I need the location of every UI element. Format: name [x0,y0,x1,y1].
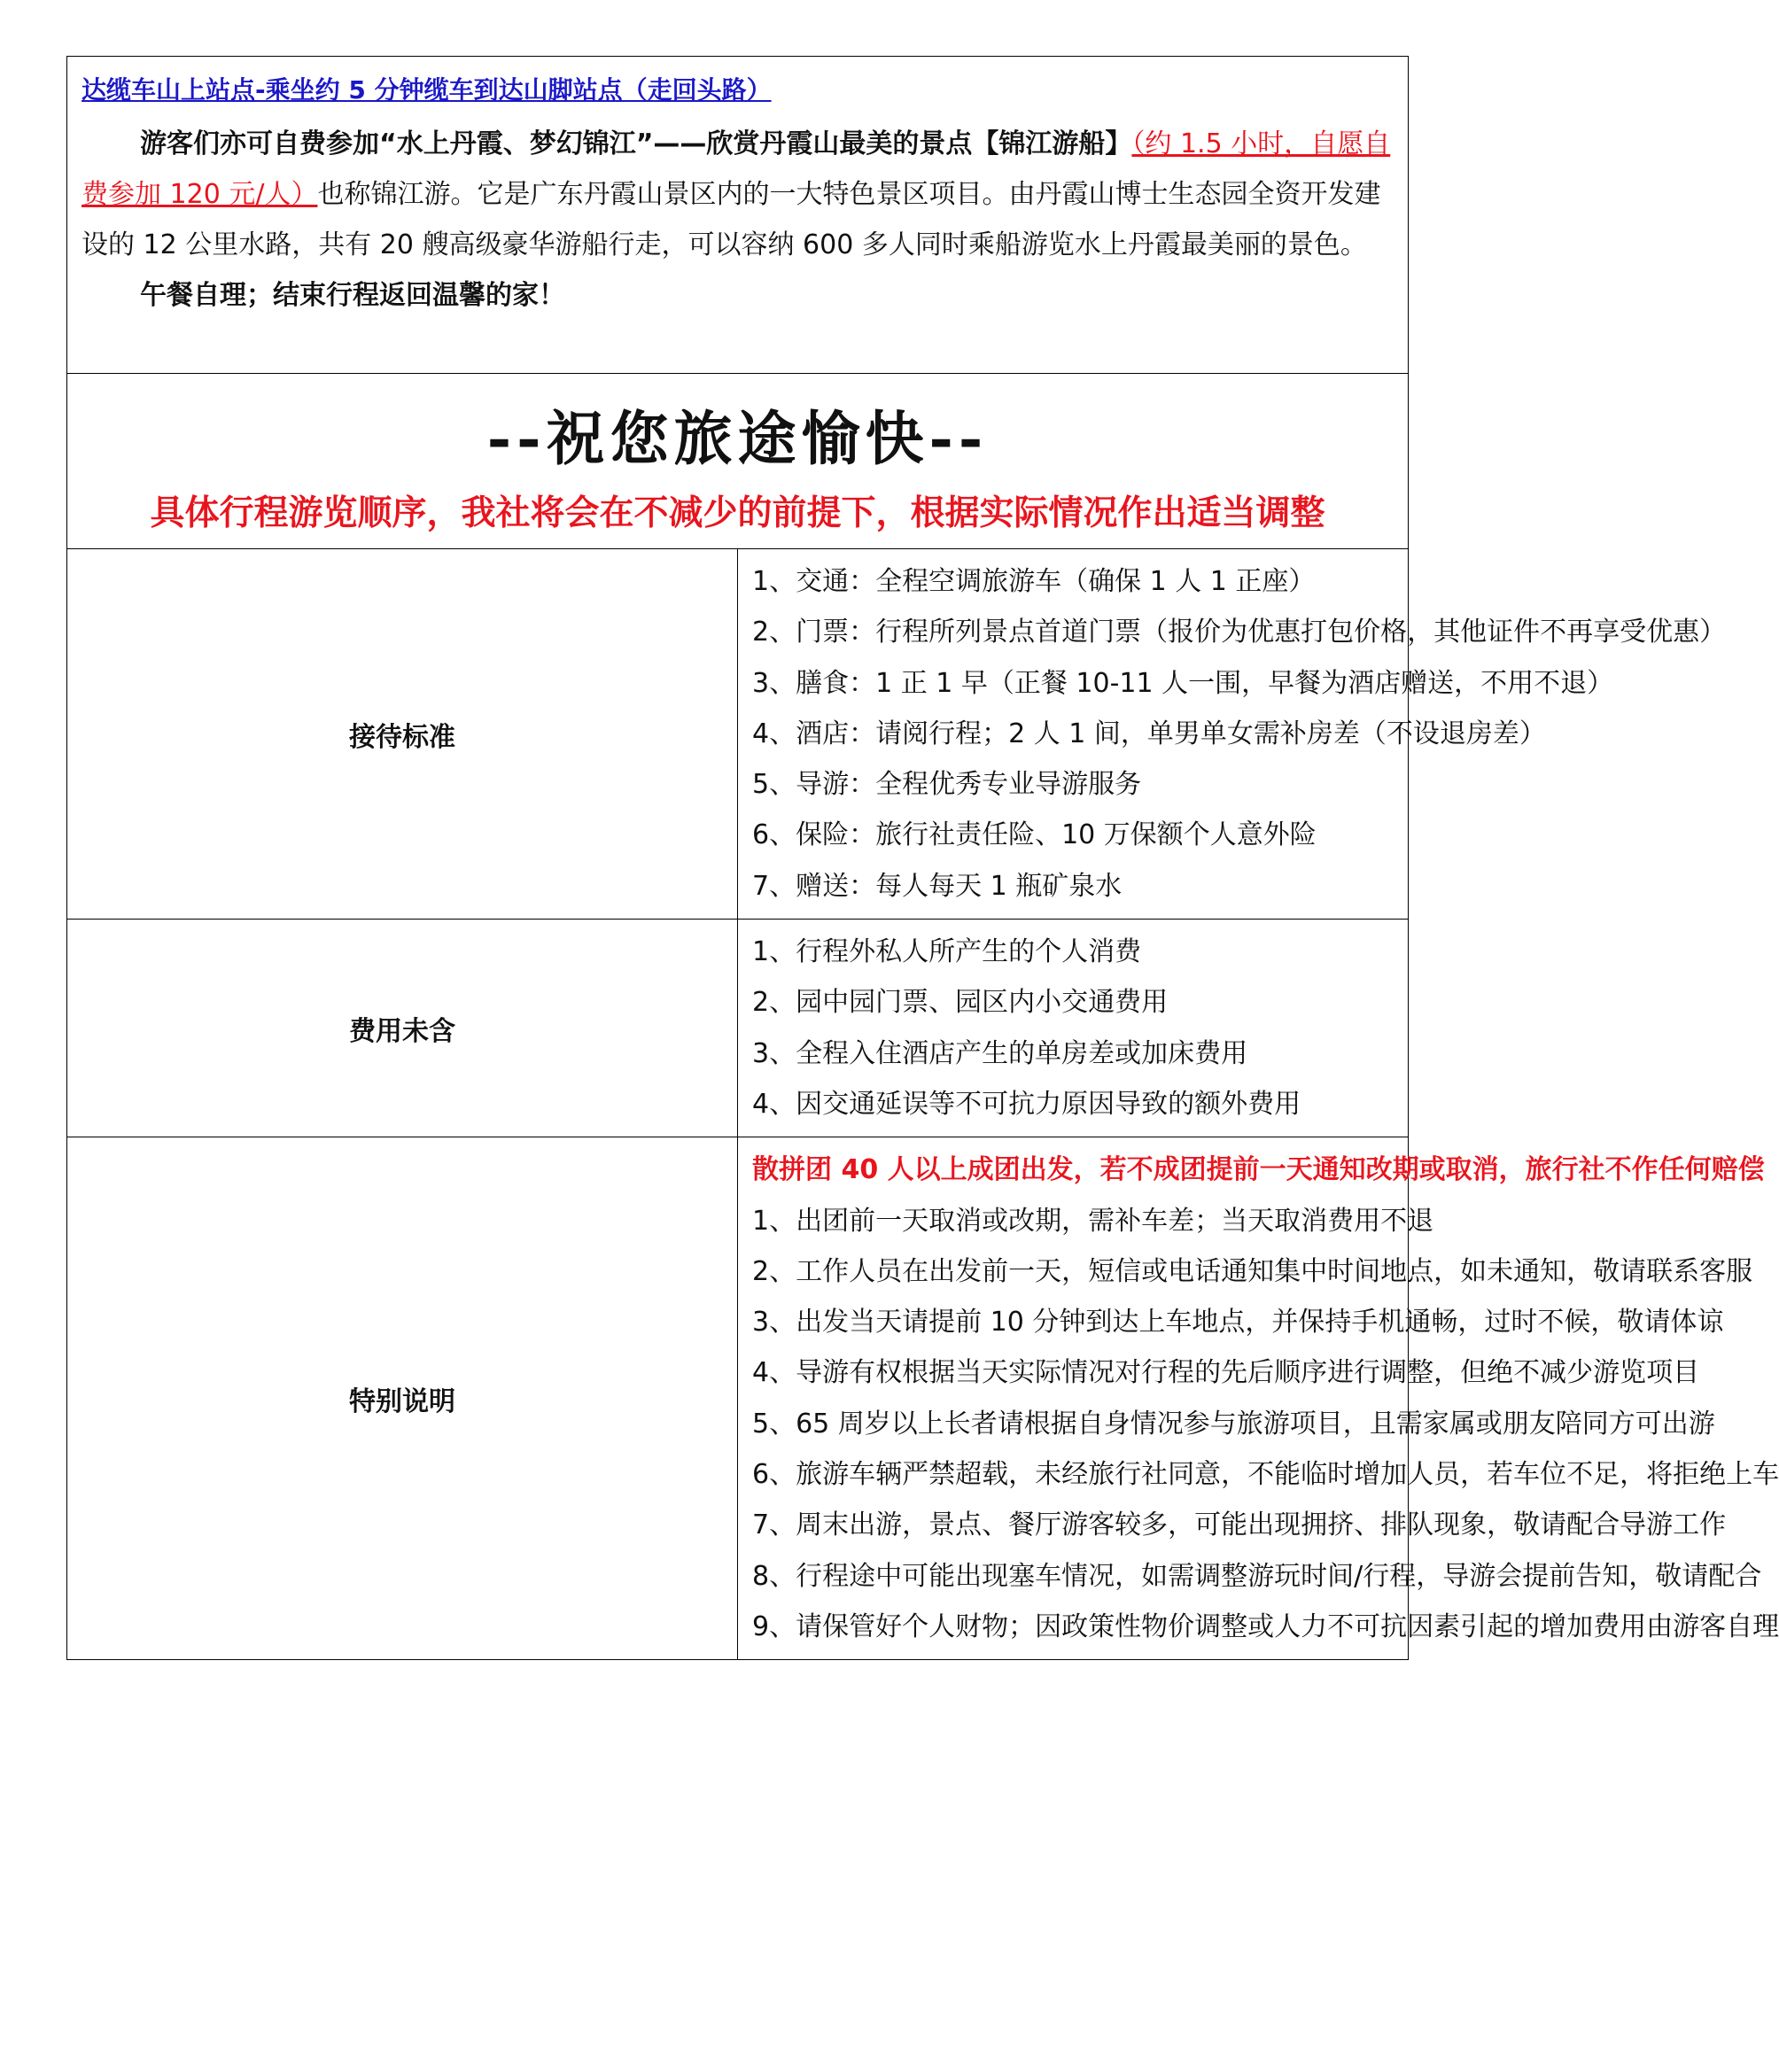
section-list-standards [738,549,1727,920]
list-item: 2、园中园门票、园区内小交通费用 [752,987,1169,1019]
section-list-special [738,1137,1779,1660]
list-item: 5、导游：全程优秀专业导游服务 [752,769,1142,801]
section-row-excluded [67,920,1409,1137]
list-item: 9、请保管好个人财物；因政策性物价调整或人力不可抗因素引起的增加费用由游客自理 [752,1610,1779,1642]
list-item: 6、旅游车辆严禁超载，未经旅行社同意，不能临时增加人员，若车位不足，将拒绝上车 [752,1459,1779,1491]
section-label-standards: 接待标准 [67,549,738,920]
section-label-special: 特别说明 [67,1137,738,1660]
list-item: 2、门票：行程所列景点首道门票（报价为优惠打包价格，其他证件不再享受优惠） [752,617,1727,648]
cable-car-link[interactable]: 达缆车山上站点-乘坐约 5 分钟缆车到达山脚站点（走回头路） [82,75,772,105]
group-departure-headline: 散拼团 40 人以上成团出发，若不成团提前一天通知改期或取消，旅行社不作任何赔偿 [752,1154,1765,1186]
list-item: 2、工作人员在出发前一天，短信或电话通知集中时间地点，如未通知，敬请联系客服 [752,1255,1753,1287]
wish-cell [67,374,1409,549]
list-item: 3、出发当天请提前 10 分钟到达上车地点，并保持手机通畅，过时不候，敬请体谅 [752,1307,1724,1339]
list-item: 4、导游有权根据当天实际情况对行程的先后顺序进行调整，但绝不减少游览项目 [752,1357,1700,1389]
lunch-closing-line: 午餐自理；结束行程返回温馨的家！ [140,280,565,311]
wish-title: --祝您旅途愉快-- [486,404,989,473]
intro-cell [67,57,1409,374]
list-item: 1、交通：全程空调旅游车（确保 1 人 1 正座） [752,566,1316,597]
section-row-standards [67,549,1409,920]
section-row-special [67,1137,1409,1660]
itinerary-table [66,56,1779,1660]
list-item: 7、周末出游，景点、餐厅游客较多，可能出现拥挤、排队现象，敬请配合导游工作 [752,1509,1727,1541]
intro-row [67,57,1409,374]
list-item: 7、赠送：每人每天 1 瓶矿泉水 [752,870,1123,902]
section-list-excluded [738,920,1409,1137]
list-item: 1、出团前一天取消或改期，需补车差；当天取消费用不退 [752,1205,1434,1237]
section-label-excluded: 费用未含 [67,920,738,1137]
boat-tour-description: 也称锦江游。它是广东丹霞山景区内的一大特色景区项目。由丹霞山博士生态园全资开发建设的 12 公里水路，共有 20 艘高级豪华游船行走，可以容纳 600 多人同时乘船游览水上丹霞最美丽的景色。 [82,179,1381,260]
wish-row [67,374,1409,549]
boat-tour-paragraph [82,119,1395,270]
list-item: 4、因交通延误等不可抗力原因导致的额外费用 [752,1088,1301,1120]
list-item: 1、行程外私人所产生的个人消费 [752,936,1142,968]
list-item: 4、酒店：请阅行程；2 人 1 间，单男单女需补房差（不设退房差） [752,718,1546,749]
schedule-adjust-note: 具体行程游览顺序，我社将会在不减少的前提下，根据实际情况作出适当调整 [150,493,1325,533]
list-item: 8、行程途中可能出现塞车情况，如需调整游玩时间/行程，导游会提前告知，敬请配合 [752,1560,1762,1592]
list-item: 3、膳食：1 正 1 早（正餐 10-11 人一围，早餐为酒店赠送，不用不退） [752,667,1614,699]
list-item: 3、全程入住酒店产生的单房差或加床费用 [752,1037,1248,1069]
boat-tour-headline: 游客们亦可自费参加“水上丹霞、梦幻锦江”——欣赏丹霞山最美的景点【锦江游船】 [140,128,1132,159]
list-item: 5、65 周岁以上长者请根据自身情况参与旅游项目，且需家属或朋友陪同方可出游 [752,1408,1715,1440]
boat-tour-price-note: （约 1.5 小时，自愿自费参加 120 元/人） [82,128,1391,210]
list-item: 6、保险：旅行社责任险、10 万保额个人意外险 [752,819,1317,851]
